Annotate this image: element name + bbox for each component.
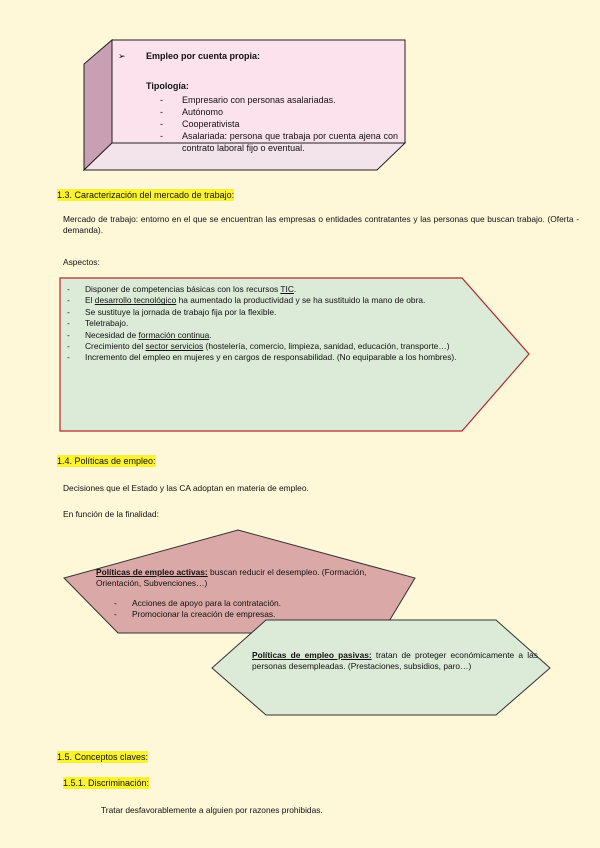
list-item: - El desarrollo tecnológico ha aumentado la productividad y se ha sustituido la mano de obra. xyxy=(67,295,479,306)
mercado-paragraph: Mercado de trabajo: entorno en el que se encuentran las empresas o entidades contratantes y las personas que buscan trabajo. (Oferta - demanda). xyxy=(63,214,579,236)
tipologia-label: Tipología: xyxy=(146,81,189,91)
pasivas-text: Políticas de empleo pasivas: tratan de proteger económicamente a las personas desempleadas. (Prestaciones, subsidios, paro…) xyxy=(252,650,538,672)
arrow-bullet: ➢ xyxy=(118,51,126,61)
heading-1-4: 1.4. Políticas de empleo: xyxy=(57,456,156,466)
list-item: - Empresario con personas asalariadas. xyxy=(160,94,398,106)
list-item: - Incremento del empleo en mujeres y en cargos de responsabilidad. (No equiparable a los hombres). xyxy=(67,352,479,363)
heading-1-3: 1.3. Caracterización del mercado de trabajo: xyxy=(57,190,235,200)
list-item: - Cooperativista xyxy=(160,118,398,130)
list-item: - Se sustituye la jornada de trabajo fija por la flexible. xyxy=(67,307,479,318)
activas-text: Políticas de empleo activas: buscan reducir el desempleo. (Formación, Orientación, Subvenciones…) xyxy=(96,567,367,589)
discriminacion-paragraph: Tratar desfavorablemente a alguien por razones prohibidas. xyxy=(101,805,323,815)
list-item: - Acciones de apoyo para la contratación. xyxy=(114,598,374,609)
list-item: - Promocionar la creación de empresas. xyxy=(114,609,374,620)
list-item: - Asalariada: persona que trabaja por cuenta ajena con contrato laboral fijo o eventual. xyxy=(160,130,398,154)
list-item: - Teletrabajo. xyxy=(67,318,479,329)
list-item: - Necesidad de formación continua. xyxy=(67,330,479,341)
list-item: - Disponer de competencias básicas con los recursos TIC. xyxy=(67,284,479,295)
list-item: - Crecimiento del sector servicios (hostelería, comercio, limpieza, sanidad, educación, transporte…) xyxy=(67,341,479,352)
finalidad-label: En función de la finalidad: xyxy=(63,509,159,519)
heading-1-5-1: 1.5.1. Discriminación: xyxy=(63,778,150,788)
aspectos-label: Aspectos: xyxy=(63,257,100,267)
heading-1-5: 1.5. Conceptos claves: xyxy=(57,752,149,762)
politicas-paragraph: Decisiones que el Estado y las CA adoptan en materia de empleo. xyxy=(63,483,309,493)
list-item: - Autónomo xyxy=(160,106,398,118)
box-title: Empleo por cuenta propia: xyxy=(146,51,261,61)
